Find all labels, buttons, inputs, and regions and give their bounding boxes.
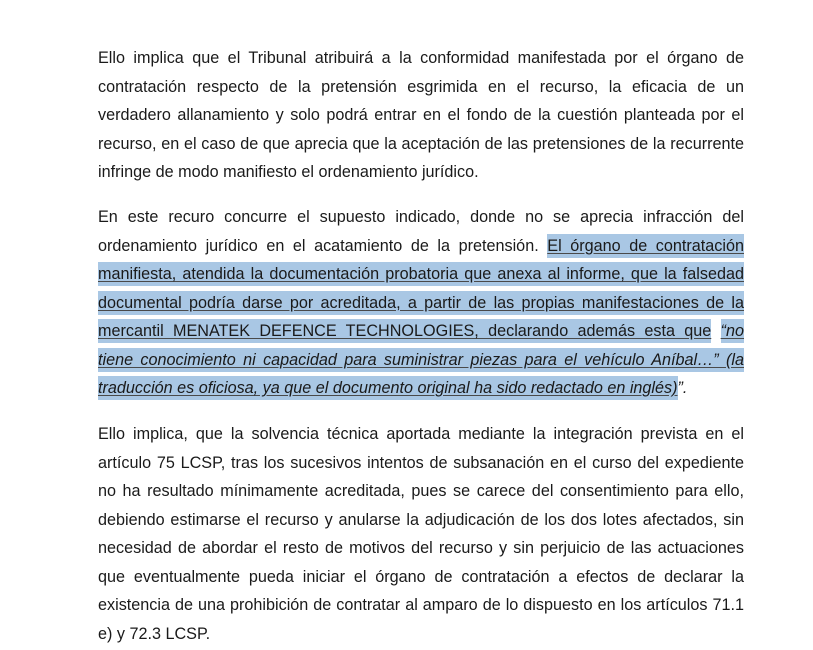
quote-closing: ”. (677, 379, 688, 397)
paragraph-supuesto-lead: En este recuro concurre el supuesto indicado, donde no se aprecia infracción del ordenamiento jurídico en el acatamiento de la pretensión. (98, 208, 744, 255)
paragraph-allanamiento: Ello implica que el Tribunal atribuirá a la conformidad manifestada por el órgano de contratación respecto de la pretensión esgrimida en el recurso, la eficacia de un verdadero allanamiento y solo podrá entrar en el fondo de la cuestión planteada por el recurso, en el caso de que aprecia que la aceptación de las pretensiones de la recurrente infringe de modo manifiesto el ordenamiento jurídico. (98, 49, 744, 181)
paragraph-solvencia: Ello implica, que la solvencia técnica aportada mediante la integración prevista en el artículo 75 LCSP, tras los sucesivos intentos de subsanación en el curso del expediente no ha resultado mínimamente acreditada, pues se carece del consentimiento para ello, debiendo estimarse el recurso y anularse la adjudicación de los dos lotes afectados, sin necesidad de abordar el resto de motivos del recurso y sin perjuicio de las actuaciones que eventualmente pueda iniciar el órgano de contratación a efectos de declarar la existencia de una prohibición de contratar al amparo de lo dispuesto en los artículos 71.1 e) y 72.3 LCSP. (98, 425, 744, 643)
highlighted-text: El órgano de contratación manifiesta, atendida la documentación probatoria que anexa al informe, que la falsedad documental podría darse por acreditada, a partir de las propias manifestaciones de la mercantil MENATEK DEFENCE TECHNOLOGIES, declarando además esta que (98, 234, 744, 344)
paragraph-supuesto (98, 203, 744, 403)
highlighted-quote: “no tiene conocimiento ni capacidad para suministrar piezas para el vehículo Aníbal…” (la traducción es oficiosa, ya que el documento original ha sido redactado en inglés) (98, 319, 744, 400)
